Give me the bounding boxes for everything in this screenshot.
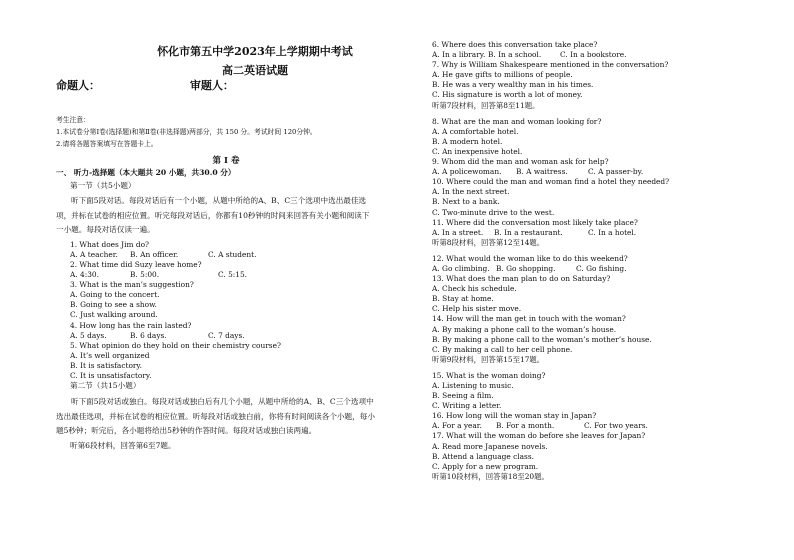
option: C. 5:15. — [218, 270, 248, 280]
option: B. For a month. — [496, 421, 555, 431]
option: C. A student. — [208, 249, 257, 259]
listen-instruction-10: 听第10段材料，回答第18至20题。 — [432, 471, 549, 481]
option: A. By making a phone call to the woman’s house. — [432, 324, 617, 334]
option: B. By making a phone call to the woman’s mother’s house. — [432, 334, 652, 344]
option: A. It’s well organized — [70, 350, 150, 360]
notice-line-1: 1.本试卷分第Ⅰ卷(选择题)和第Ⅱ卷(非选择题)两部分，共 150 分。考试时间 120分钟。 — [56, 128, 317, 136]
option: C. In a bookstore. — [560, 50, 627, 60]
option: B. In a restaurant. — [494, 227, 563, 237]
option: A. He gave gifts to millions of people. — [432, 70, 573, 80]
option: B. In a school. — [488, 50, 542, 60]
question-11-options — [432, 228, 772, 238]
option: C. Two-minute drive to the west. — [432, 207, 555, 217]
notice-heading: 考生注意： — [56, 116, 90, 124]
option: A. Read more Japanese novels. — [432, 441, 548, 451]
question-14: 14. How will the man get in touch with the woman? — [432, 314, 626, 324]
option: C. A passer-by. — [588, 167, 644, 177]
question-2-options — [70, 270, 396, 280]
option: B. 5:00. — [130, 270, 160, 280]
option: B. A waitress. — [516, 167, 568, 177]
part-heading: 一、 听力-选择题（本大题共 20 小题，共30.0 分） — [56, 168, 236, 177]
listen-instruction-8: 听第8段材料，回答第12至14题。 — [432, 237, 545, 247]
option: A. Check his schedule. — [432, 284, 517, 294]
option: C. Apply for a new program. — [432, 461, 539, 471]
option: B. Next to a bank. — [432, 197, 500, 207]
question-8: 8. What are the man and woman looking for? — [432, 116, 602, 126]
option: C. His signature is worth a lot of money. — [432, 90, 583, 100]
option: A. A comfortable hotel. — [432, 126, 519, 136]
listen-instruction-9: 听第9段材料，回答第15至17题。 — [432, 354, 545, 364]
option: B. Go shopping. — [496, 263, 556, 273]
option: B. Seeing a film. — [432, 391, 494, 401]
option: C. Go fishing. — [576, 263, 627, 273]
question-10: 10. Where could the man and woman find a hotel they needed? — [432, 177, 670, 187]
option: A. A teacher. — [70, 249, 118, 259]
option: A. Listening to music. — [432, 381, 514, 390]
option: C. Help his sister move. — [432, 304, 522, 314]
subsection-2-heading: 第二节（共15小题） — [70, 381, 141, 391]
question-12-options — [432, 264, 772, 274]
option: B. It is satisfactory. — [70, 360, 142, 370]
notice-block — [56, 114, 396, 150]
option: A. A policewoman. — [432, 167, 502, 177]
question-17: 17. What will the woman do before she leaves for Japan? — [432, 431, 646, 441]
question-13: 13. What does the man plan to do on Saturday? — [432, 274, 611, 284]
option: C. It is unsatisfactory. — [70, 371, 152, 380]
exam-title: 怀化市第五中学2023年上学期期中考试 — [157, 45, 353, 58]
option: C. 7 days. — [208, 330, 245, 340]
listen-instruction-6: 听第6段材料，回答第6至7题。 — [70, 440, 176, 450]
option: A. In a street. — [432, 227, 484, 237]
option: B. Stay at home. — [432, 294, 494, 304]
instructions-1: 听下面5段对话。每段对话后有一个小题，从题中所给的A、B、C三个选项中选出最佳选项，并标在试卷的相应位置。听完每段对话后，你都有10秒钟的时间来回答有关小题和阅读下一小题。每段对话仅读一遍。 — [56, 196, 370, 235]
option: B. Attend a language class. — [432, 451, 534, 461]
option: B. Going to see a show. — [70, 300, 157, 310]
question-1: 1. What does Jim do? — [70, 239, 150, 249]
notice-line-2: 2.请将各题答案填写在答题卡上。 — [56, 140, 158, 148]
question-4: 4. How long has the rain lasted? — [70, 320, 192, 330]
question-7: 7. Why is William Shakespeare mentioned in the conversation? — [432, 60, 669, 70]
option: A. 4:30. — [70, 270, 99, 280]
right-column — [432, 40, 772, 482]
instructions-2: 听下面5段对话或独白。每段对话或独白后有几个小题，从题中所给的A、B、C三个选项中选出最佳选项，并标在试卷的相应位置。听每段对话或独白前，你将有时间阅读各个小题，每小题5秒钟；听完后，各小题将给出5秒钟的作答时间。每段对话或独白读两遍。 — [56, 397, 375, 436]
question-16: 16. How long will the woman stay in Japan? — [432, 411, 597, 421]
authors-row — [56, 78, 396, 94]
option: B. An officer. — [130, 249, 179, 259]
question-6-options — [432, 50, 772, 60]
option: A. In a library. — [432, 50, 486, 60]
question-6: 6. Where does this conversation take place? — [432, 40, 598, 49]
question-4-options — [70, 331, 396, 341]
option: C. In a hotel. — [588, 227, 637, 237]
question-2: 2. What time did Suzy leave home? — [70, 259, 202, 269]
question-11: 11. Where did the conversation most likely take place? — [432, 217, 638, 227]
option: C. Writing a letter. — [432, 401, 502, 411]
option: C. By making a call to her cell phone. — [432, 344, 573, 354]
listen-instruction-7: 听第7段材料，回答第8至11题。 — [432, 100, 540, 110]
questions-1-5 — [56, 240, 396, 381]
reviewer-label: 审题人： — [189, 79, 234, 92]
section-heading: 第 Ⅰ 卷 — [212, 156, 240, 166]
option: A. Go climbing. — [432, 263, 490, 273]
exam-subtitle: 高二英语试题 — [222, 64, 288, 77]
option: C. For two years. — [584, 421, 648, 431]
question-12: 12. What would the woman like to do this weekend? — [432, 253, 628, 263]
question-9: 9. Whom did the man and woman ask for help? — [432, 157, 609, 167]
option: A. For a year. — [432, 421, 482, 431]
option: C. An inexpensive hotel. — [432, 146, 523, 156]
option: A. Going to the concert. — [70, 290, 160, 300]
option: B. A modern hotel. — [432, 136, 503, 146]
question-5: 5. What opinion do they hold on their chemistry course? — [70, 340, 281, 350]
question-16-options — [432, 421, 772, 431]
option: B. 6 days. — [130, 330, 167, 340]
left-column — [56, 44, 396, 451]
option: A. In the next street. — [432, 187, 510, 197]
question-3: 3. What is the man’s suggestion? — [70, 280, 194, 290]
option: C. Just walking around. — [70, 310, 158, 320]
question-1-options — [70, 250, 396, 260]
author-label: 命题人： — [56, 79, 100, 92]
option: B. He was a very wealthy man in his times. — [432, 80, 594, 90]
subsection-1-heading: 第一节（共5小题） — [70, 181, 136, 190]
question-9-options — [432, 167, 772, 177]
option: A. 5 days. — [70, 330, 107, 340]
question-15: 15. What is the woman doing? — [432, 370, 546, 380]
